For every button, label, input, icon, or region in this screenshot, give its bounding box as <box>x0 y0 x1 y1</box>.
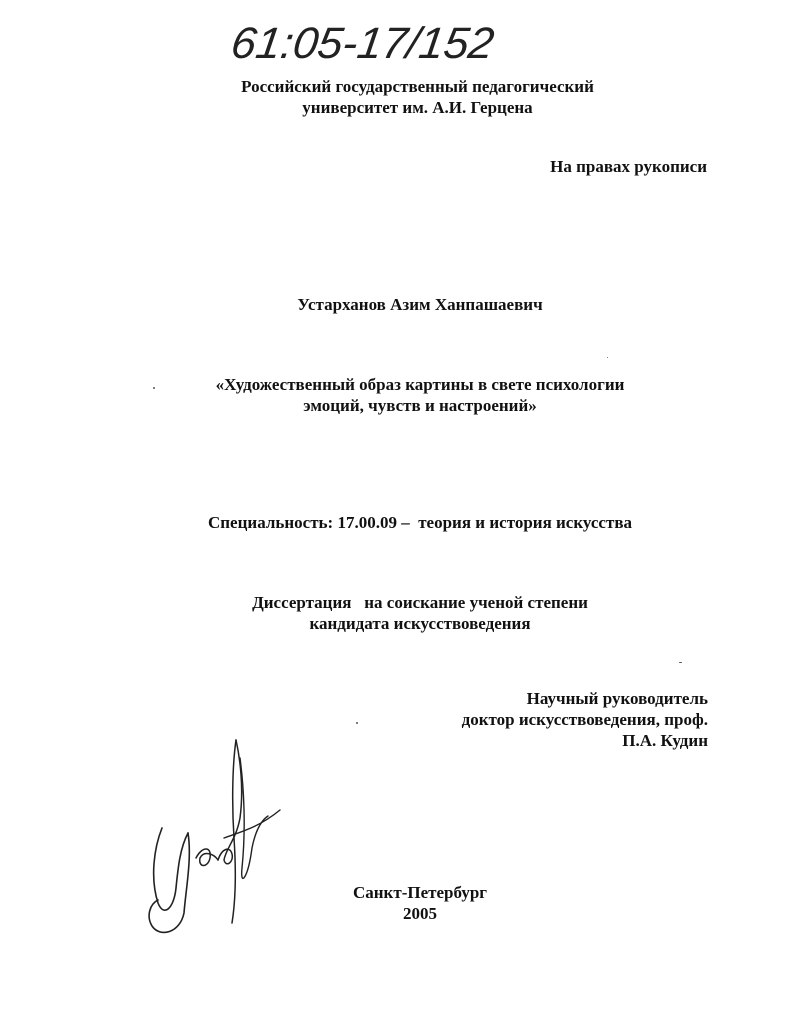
supervisor-role: Научный руководитель <box>526 689 708 708</box>
degree-line-1: Диссертация на соискание ученой степени <box>252 593 588 612</box>
signature-scribble <box>140 728 290 938</box>
title-line-2: эмоций, чувств и настроений» <box>303 396 537 415</box>
scan-speck <box>607 357 608 358</box>
university-line-2: университет им. А.И. Герцена <box>302 98 533 117</box>
stamp-text: 61:05-17/152 <box>232 19 495 68</box>
year: 2005 <box>403 904 437 923</box>
degree-statement <box>150 592 690 634</box>
degree-line-2: кандидата искусствоведения <box>309 614 531 633</box>
city: Санкт-Петербург <box>352 883 488 902</box>
specialty-line: Специальность: 17.00.09 – теория и история искусства <box>207 513 633 532</box>
title-line-1: «Художественный образ картины в свете психологии <box>215 375 625 394</box>
scan-speck <box>356 722 358 724</box>
supervisor-name: П.А. Кудин <box>622 731 708 750</box>
scan-speck <box>153 387 155 389</box>
place-and-year <box>300 882 540 924</box>
manuscript-rights-note: На правах рукописи <box>550 157 707 176</box>
archive-number-stamp <box>232 12 502 70</box>
supervisor-block <box>400 688 708 751</box>
author-signature <box>140 728 290 938</box>
university-heading <box>160 76 675 118</box>
stamp-handwriting <box>232 12 502 70</box>
university-line-1: Российский государственный педагогический <box>241 77 594 96</box>
supervisor-title: доктор искусствоведения, проф. <box>461 710 708 729</box>
scan-speck <box>679 662 682 663</box>
author-name: Устарханов Азим Ханпашаевич <box>297 295 543 314</box>
dissertation-title <box>150 374 690 416</box>
